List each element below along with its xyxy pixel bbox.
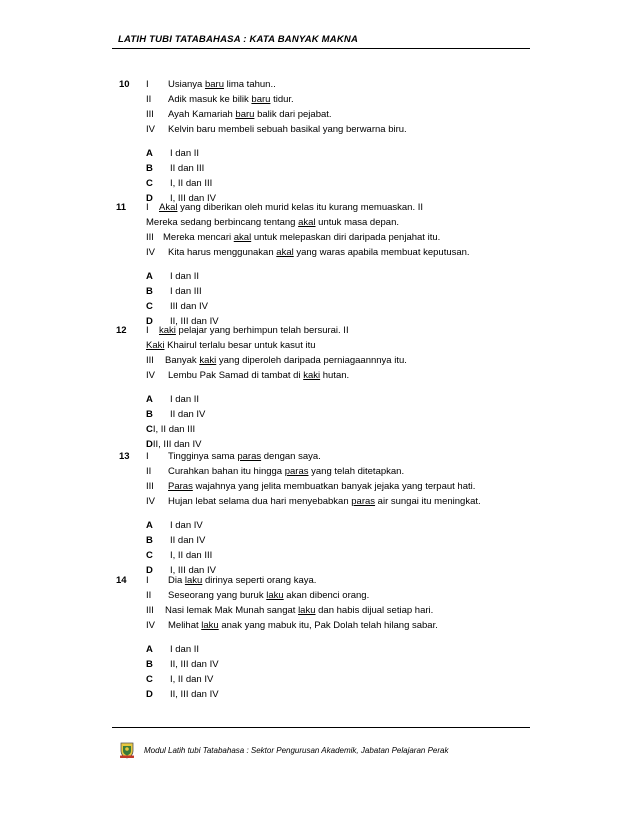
statement-1: I Dia laku dirinya seperti orang kaya. (146, 575, 317, 586)
statement-3: III Paras wajahnya yang jelita membuatkan banyak jejaka yang terpaut hati. (146, 481, 476, 492)
option-a[interactable]: A I dan II (146, 394, 200, 405)
target-word: akal (298, 217, 316, 228)
question-number: 14 (116, 575, 127, 586)
statement-2: II Curahkan bahan itu hingga paras yang telah ditetapkan. (146, 466, 405, 477)
target-word: kaki (159, 325, 176, 336)
question-number: 10 (119, 79, 130, 90)
option-d[interactable]: D II, III dan IV (146, 316, 219, 327)
option-c[interactable]: C III dan IV (146, 301, 209, 312)
statement-3: III Nasi lemak Mak Munah sangat laku dan habis dijual setiap hari. (146, 605, 434, 616)
statement-4: IV Hujan lebat selama dua hari menyebabkan paras air sungai itu meningkat. (146, 496, 481, 507)
option-c[interactable]: CI, II dan III (146, 424, 196, 435)
target-word: laku (184, 575, 203, 586)
statement-4: IV Kita harus menggunakan akal yang waras apabila membuat keputusan. (146, 247, 470, 258)
statement-1: I Usianya baru lima tahun.. (146, 79, 276, 90)
option-d[interactable]: D II, III dan IV (146, 689, 219, 700)
target-word: paras (237, 451, 262, 462)
target-word: Kaki (146, 340, 165, 351)
target-word: paras (351, 496, 376, 507)
statement-3: III Mereka mencari akal untuk melepaskan diri daripada penjahat itu. (146, 232, 441, 243)
target-word: laku (201, 620, 219, 631)
target-word: laku (266, 590, 284, 601)
option-c[interactable]: C I, II dan IV (146, 674, 214, 685)
target-word: kaki (199, 355, 217, 366)
page-header: LATIH TUBI TATABAHASA : KATA BANYAK MAKNA (118, 34, 359, 45)
target-word: Paras (168, 481, 193, 492)
option-d[interactable]: D I, III dan IV (146, 193, 216, 204)
target-word: akal (276, 247, 294, 258)
statement-4: IV Melihat laku anak yang mabuk itu, Pak Dolah telah hilang sabar. (146, 620, 438, 631)
question-number: 11 (116, 202, 127, 213)
option-a[interactable]: A I dan II (146, 148, 200, 159)
option-b[interactable]: B II, III dan IV (146, 659, 219, 670)
target-word: baru (251, 94, 271, 105)
statement-2: II Seseorang yang buruk laku akan dibenci orang. (146, 590, 370, 601)
option-c[interactable]: C I, II dan III (146, 550, 213, 561)
question-number: 13 (119, 451, 130, 462)
statement-4: IV Kelvin baru membeli sebuah basikal yang berwarna biru. (146, 124, 407, 135)
statement-1: I Tingginya sama paras dengan saya. (146, 451, 321, 462)
target-word: kaki (303, 370, 321, 381)
statement-2: II Adik masuk ke bilik baru tidur. (146, 94, 294, 105)
option-b[interactable]: B I dan III (146, 286, 202, 297)
target-word: akal (233, 232, 252, 243)
statement-1: I Akal yang diberikan oleh murid kelas itu kurang memuaskan. II (146, 202, 424, 213)
target-word: baru (235, 109, 255, 120)
statement-3: III Ayah Kamariah baru balik dari pejabat. (146, 109, 332, 120)
option-d[interactable]: DII, III dan IV (146, 439, 202, 450)
statement-3: III Banyak kaki yang diperoleh daripada perniagaannnya itu. (146, 355, 407, 366)
footer-rule (112, 727, 530, 728)
header-rule (112, 48, 530, 49)
option-a[interactable]: A I dan IV (146, 520, 203, 531)
option-b[interactable]: B II dan IV (146, 535, 206, 546)
option-b[interactable]: B II dan III (146, 163, 205, 174)
option-c[interactable]: C I, II dan III (146, 178, 213, 189)
option-d[interactable]: D I, III dan IV (146, 565, 216, 576)
statement-2: Kaki Khairul terlalu besar untuk kasut itu (146, 340, 316, 351)
crest-logo-icon (119, 741, 135, 759)
statement-1: I kaki pelajar yang berhimpun telah bersurai. II (146, 325, 349, 336)
question-number: 12 (116, 325, 127, 336)
target-word: Akal (159, 202, 178, 213)
option-a[interactable]: A I dan II (146, 644, 200, 655)
statement-4: IV Lembu Pak Samad di tambat di kaki hutan. (146, 370, 350, 381)
target-word: paras (284, 466, 309, 477)
target-word: laku (298, 605, 316, 616)
target-word: baru (204, 79, 224, 90)
footer-text: Modul Latih tubi Tatabahasa : Sektor Pengurusan Akademik, Jabatan Pelajaran Perak (144, 746, 449, 755)
option-b[interactable]: B II dan IV (146, 409, 206, 420)
statement-2: Mereka sedang berbincang tentang akal untuk masa depan. (146, 217, 399, 228)
option-a[interactable]: A I dan II (146, 271, 200, 282)
